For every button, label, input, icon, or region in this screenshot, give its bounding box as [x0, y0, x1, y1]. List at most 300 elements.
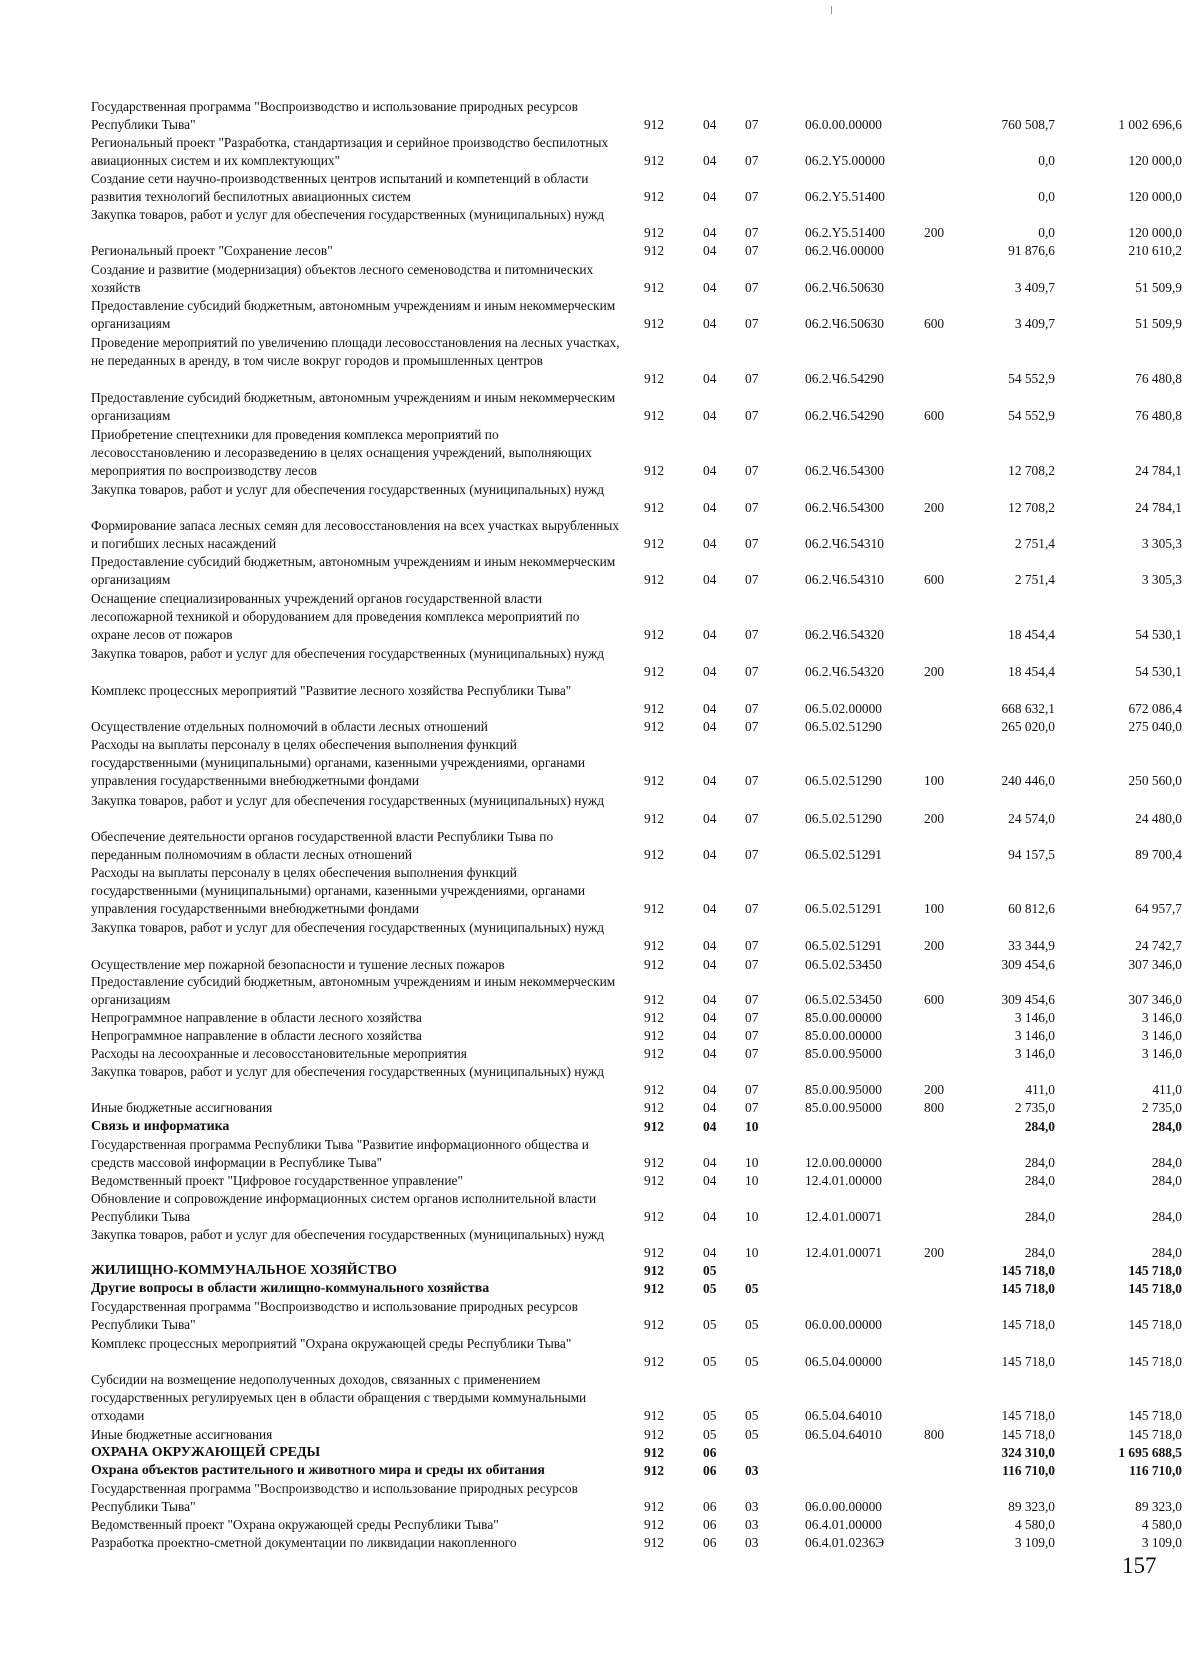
- cell-pr: 07: [745, 664, 759, 680]
- cell-name: Непрограммное направление в области лесного хозяйства: [91, 1028, 422, 1043]
- cell-admin: 912: [644, 1209, 665, 1225]
- cell-y2: 145 718,0: [1128, 1262, 1182, 1278]
- cell-admin: 912: [644, 1534, 665, 1550]
- cell-csr: 85.0.00.95000: [805, 1082, 882, 1098]
- cell-name: Приобретение спецтехники для проведения комплекса мероприятий по лесовосстановлению и лесоразведению в целях оснащения учреждений, выполняющих мероприятия по воспроизводству лесов: [91, 427, 592, 479]
- cell-admin: 912: [644, 1027, 665, 1043]
- cell-y1: 284,0: [1024, 1209, 1055, 1225]
- table-row: [0, 682, 1200, 718]
- cell-name: Расходы на выплаты персоналу в целях обеспечения выполнения функций государственными (муниципальными) органами, казенными учреждениями, органами управления государственными внебюджетными фондами: [91, 865, 586, 917]
- cell-y2: 2 735,0: [1141, 1099, 1182, 1115]
- cell-name: Предоставление субсидий бюджетным, автономным учреждениям и иным некоммерческим организациям: [91, 390, 616, 424]
- cell-y2: 89 323,0: [1135, 1499, 1182, 1515]
- cell-vr: 200: [924, 938, 945, 954]
- cell-admin: 912: [644, 938, 665, 954]
- cell-name: Закупка товаров, работ и услуг для обеспечения государственных (муниципальных) нужд: [91, 1064, 605, 1079]
- cell-pr: 07: [745, 773, 759, 789]
- cell-vr: 200: [924, 500, 945, 516]
- cell-y2: 284,0: [1151, 1209, 1182, 1225]
- table-row: [0, 170, 1200, 206]
- cell-rz: 04: [703, 1118, 717, 1134]
- cell-y2: 275 040,0: [1128, 718, 1182, 734]
- cell-y2: 76 480,8: [1135, 371, 1182, 387]
- cell-y1: 284,0: [1024, 1245, 1055, 1261]
- cell-csr: 85.0.00.00000: [805, 1027, 882, 1043]
- cell-rz: 04: [703, 664, 717, 680]
- cell-y1: 145 718,0: [1001, 1317, 1055, 1333]
- cell-csr: 06.2.Ч6.54300: [805, 500, 885, 516]
- cell-y1: 324 310,0: [1001, 1444, 1055, 1460]
- cell-y2: 3 109,0: [1141, 1534, 1182, 1550]
- cell-y2: 120 000,0: [1128, 189, 1182, 205]
- cell-pr: 07: [745, 847, 759, 863]
- cell-name: Региональный проект "Сохранение лесов": [91, 243, 333, 258]
- cell-admin: 912: [644, 627, 665, 643]
- cell-rz: 05: [703, 1408, 717, 1424]
- table-row: [0, 1280, 1200, 1298]
- cell-pr: 07: [745, 1027, 759, 1043]
- cell-pr: 05: [745, 1317, 759, 1333]
- cell-admin: 912: [644, 664, 665, 680]
- cell-csr: 06.2.Ч6.00000: [805, 242, 885, 258]
- cell-name: Предоставление субсидий бюджетным, автономным учреждениям и иным некоммерческим организациям: [91, 554, 616, 588]
- cell-y1: 94 157,5: [1008, 847, 1055, 863]
- cell-y2: 145 718,0: [1128, 1426, 1182, 1442]
- cell-admin: 912: [644, 1118, 665, 1134]
- cell-pr: 07: [745, 811, 759, 827]
- cell-csr: 06.5.02.51290: [805, 718, 882, 734]
- cell-y1: 33 344,9: [1008, 938, 1055, 954]
- cell-vr: 200: [924, 811, 945, 827]
- cell-y1: 116 710,0: [1002, 1462, 1055, 1478]
- cell-admin: 912: [644, 1172, 665, 1188]
- cell-admin: 912: [644, 1354, 665, 1370]
- cell-y2: 120 000,0: [1128, 225, 1182, 241]
- cell-vr: 100: [924, 773, 945, 789]
- cell-csr: 06.2.Ч6.54300: [805, 463, 885, 479]
- cell-y1: 4 580,0: [1014, 1516, 1055, 1532]
- cell-csr: 06.2.Ч6.54320: [805, 627, 885, 643]
- cell-rz: 04: [703, 992, 717, 1008]
- cell-csr: 06.0.00.00000: [805, 117, 882, 133]
- cell-y1: 760 508,7: [1001, 117, 1055, 133]
- cell-y2: 1 695 688,5: [1118, 1444, 1182, 1460]
- cell-pr: 10: [745, 1155, 759, 1171]
- cell-rz: 04: [703, 1045, 717, 1061]
- cell-pr: 07: [745, 189, 759, 205]
- cell-rz: 04: [703, 189, 717, 205]
- cell-pr: 07: [745, 627, 759, 643]
- cell-y1: 2 751,4: [1014, 572, 1055, 588]
- cell-admin: 912: [644, 1045, 665, 1061]
- cell-csr: 06.2.Ч6.54310: [805, 572, 885, 588]
- cell-name: Оснащение специализированных учреждений органов государственной власти лесопожарной техникой и оборудованием для проведения комплекса мероприятий по охране лесов от пожаров: [91, 591, 580, 643]
- cell-y2: 307 346,0: [1128, 992, 1182, 1008]
- cell-csr: 06.5.02.53450: [805, 956, 882, 972]
- cell-y1: 18 454,4: [1008, 627, 1055, 643]
- cell-rz: 04: [703, 117, 717, 133]
- cell-admin: 912: [644, 371, 665, 387]
- cell-y1: 0,0: [1038, 189, 1055, 205]
- cell-csr: 06.2.Y5.51400: [805, 189, 885, 205]
- table-row: [0, 973, 1200, 1009]
- cell-y1: 309 454,6: [1001, 956, 1055, 972]
- cell-csr: 06.5.02.51291: [805, 901, 882, 917]
- cell-y2: 24 742,7: [1135, 938, 1182, 954]
- cell-name: Осуществление отдельных полномочий в области лесных отношений: [91, 719, 488, 734]
- cell-name: Комплекс процессных мероприятий "Развитие лесного хозяйства Республики Тыва": [91, 683, 572, 698]
- cell-admin: 912: [644, 1099, 665, 1115]
- cell-name: Другие вопросы в области жилищно-коммунального хозяйства: [91, 1281, 490, 1296]
- cell-admin: 912: [644, 225, 665, 241]
- cell-rz: 05: [703, 1280, 717, 1296]
- table-row: [0, 1009, 1200, 1027]
- cell-pr: 07: [745, 701, 759, 717]
- scan-mark: [831, 6, 832, 14]
- table-row: [0, 956, 1200, 974]
- cell-rz: 04: [703, 280, 717, 296]
- cell-y1: 89 323,0: [1008, 1499, 1055, 1515]
- cell-csr: 06.4.01.0236Э: [805, 1534, 885, 1550]
- cell-name: Создание и развитие (модернизация) объектов лесного семеноводства и питомнических хозяйств: [91, 262, 594, 296]
- table-row: [0, 1063, 1200, 1099]
- cell-name: Государственная программа "Воспроизводство и использование природных ресурсов Республики Тыва": [91, 1299, 578, 1333]
- cell-admin: 912: [644, 1499, 665, 1515]
- cell-admin: 912: [644, 242, 665, 258]
- cell-y2: 145 718,0: [1128, 1280, 1182, 1296]
- table-row: [0, 1136, 1200, 1172]
- cell-rz: 04: [703, 718, 717, 734]
- cell-name: Закупка товаров, работ и услуг для обеспечения государственных (муниципальных) нужд: [91, 1227, 605, 1242]
- cell-y1: 3 146,0: [1014, 1027, 1055, 1043]
- cell-y2: 284,0: [1151, 1118, 1182, 1134]
- cell-y1: 145 718,0: [1001, 1262, 1055, 1278]
- cell-rz: 04: [703, 847, 717, 863]
- cell-y2: 411,0: [1152, 1082, 1182, 1098]
- cell-rz: 04: [703, 1209, 717, 1225]
- cell-csr: 06.2.Y5.51400: [805, 225, 885, 241]
- cell-rz: 04: [703, 572, 717, 588]
- table-row: [0, 481, 1200, 517]
- cell-csr: 06.2.Ч6.54290: [805, 371, 885, 387]
- cell-pr: 07: [745, 901, 759, 917]
- cell-rz: 05: [703, 1262, 717, 1278]
- cell-admin: 912: [644, 847, 665, 863]
- cell-rz: 04: [703, 536, 717, 552]
- table-row: [0, 1480, 1200, 1516]
- cell-y1: 3 146,0: [1014, 1045, 1055, 1061]
- cell-admin: 912: [644, 280, 665, 296]
- cell-pr: 03: [745, 1516, 759, 1532]
- table-row: [0, 828, 1200, 864]
- table-row: [0, 1099, 1200, 1117]
- cell-rz: 04: [703, 500, 717, 516]
- cell-admin: 912: [644, 773, 665, 789]
- cell-pr: 07: [745, 572, 759, 588]
- cell-name: Осуществление мер пожарной безопасности и тушение лесных пожаров: [91, 957, 505, 972]
- cell-admin: 912: [644, 189, 665, 205]
- cell-csr: 06.2.Ч6.54320: [805, 664, 885, 680]
- cell-pr: 03: [745, 1534, 759, 1550]
- cell-y1: 265 020,0: [1001, 718, 1055, 734]
- cell-pr: 05: [745, 1280, 759, 1296]
- cell-pr: 07: [745, 1099, 759, 1115]
- table-row: [0, 1534, 1200, 1552]
- table-row: [0, 1462, 1200, 1480]
- cell-name: Иные бюджетные ассигнования: [91, 1427, 273, 1442]
- page-number: 157: [1122, 1553, 1157, 1578]
- cell-name: Охрана объектов растительного и животного мира и среды их обитания: [91, 1463, 545, 1478]
- cell-rz: 04: [703, 1027, 717, 1043]
- cell-y1: 18 454,4: [1008, 664, 1055, 680]
- cell-y2: 54 530,1: [1135, 664, 1182, 680]
- cell-vr: 800: [924, 1426, 945, 1442]
- cell-y1: 3 109,0: [1014, 1534, 1055, 1550]
- cell-name: Закупка товаров, работ и услуг для обеспечения государственных (муниципальных) нужд: [91, 207, 605, 222]
- cell-rz: 06: [703, 1534, 717, 1550]
- cell-rz: 04: [703, 1245, 717, 1261]
- cell-pr: 07: [745, 408, 759, 424]
- cell-pr: 05: [745, 1408, 759, 1424]
- cell-y1: 3 409,7: [1014, 316, 1055, 332]
- cell-y1: 12 708,2: [1008, 500, 1055, 516]
- cell-rz: 04: [703, 225, 717, 241]
- cell-y1: 240 446,0: [1001, 773, 1055, 789]
- cell-pr: 03: [745, 1462, 759, 1478]
- cell-csr: 06.5.02.00000: [805, 701, 882, 717]
- cell-name: Обеспечение деятельности органов государственной власти Республики Тыва по переданным полномочиям в области лесных отношений: [91, 829, 554, 863]
- table-row: [0, 1426, 1200, 1444]
- cell-csr: 06.5.04.00000: [805, 1354, 882, 1370]
- cell-y1: 91 876,6: [1008, 242, 1055, 258]
- cell-pr: 10: [745, 1245, 759, 1261]
- cell-y2: 284,0: [1151, 1155, 1182, 1171]
- cell-rz: 05: [703, 1426, 717, 1442]
- table-row: [0, 334, 1200, 389]
- cell-pr: 05: [745, 1354, 759, 1370]
- cell-name: Проведение мероприятий по увеличению площади лесовосстановления на лесных участках, не переданных в аренду, в том числе вокруг городов и промышленных центров: [91, 335, 620, 369]
- cell-rz: 05: [703, 1354, 717, 1370]
- cell-y2: 250 560,0: [1128, 773, 1182, 789]
- cell-admin: 912: [644, 153, 665, 169]
- cell-admin: 912: [644, 701, 665, 717]
- cell-pr: 03: [745, 1499, 759, 1515]
- cell-name: Расходы на выплаты персоналу в целях обеспечения выполнения функций государственными (муниципальными) органами, казенными учреждениями, органами управления государственными внебюджетными фондами: [91, 737, 586, 789]
- cell-pr: 07: [745, 242, 759, 258]
- cell-rz: 04: [703, 701, 717, 717]
- cell-vr: 600: [924, 316, 945, 332]
- cell-csr: 06.0.00.00000: [805, 1499, 882, 1515]
- cell-name: Субсидии на возмещение недополученных доходов, связанных с применением государственных регулируемых цен в области обращения с твердыми коммунальными отходами: [91, 1372, 587, 1424]
- cell-admin: 912: [644, 901, 665, 917]
- table-row: [0, 792, 1200, 828]
- cell-name: Предоставление субсидий бюджетным, автономным учреждениям и иным некоммерческим организациям: [91, 974, 616, 1008]
- cell-admin: 912: [644, 117, 665, 133]
- cell-y1: 145 718,0: [1001, 1280, 1055, 1296]
- cell-rz: 04: [703, 463, 717, 479]
- cell-vr: 100: [924, 901, 945, 917]
- cell-name: Ведомственный проект "Цифровое государственное управление": [91, 1173, 463, 1188]
- cell-name: Закупка товаров, работ и услуг для обеспечения государственных (муниципальных) нужд: [91, 482, 605, 497]
- table-row: [0, 426, 1200, 481]
- table-row: [0, 1444, 1200, 1462]
- cell-rz: 04: [703, 1172, 717, 1188]
- cell-name: Региональный проект "Разработка, стандартизация и серийное производство беспилотных авиационных систем и их комплектующих": [91, 135, 609, 169]
- cell-y1: 12 708,2: [1008, 463, 1055, 479]
- cell-pr: 07: [745, 1082, 759, 1098]
- cell-admin: 912: [644, 1408, 665, 1424]
- cell-csr: 06.5.02.51290: [805, 811, 882, 827]
- cell-rz: 04: [703, 242, 717, 258]
- cell-y1: 411,0: [1025, 1082, 1055, 1098]
- cell-vr: 600: [924, 992, 945, 1008]
- cell-csr: 06.5.02.51291: [805, 847, 882, 863]
- cell-pr: 07: [745, 992, 759, 1008]
- cell-y2: 24 784,1: [1135, 463, 1182, 479]
- cell-name: Закупка товаров, работ и услуг для обеспечения государственных (муниципальных) нужд: [91, 646, 605, 661]
- cell-rz: 04: [703, 811, 717, 827]
- cell-csr: 06.2.Ч6.54310: [805, 536, 885, 552]
- cell-rz: 04: [703, 1009, 717, 1025]
- table-row: [0, 297, 1200, 333]
- cell-y1: 54 552,9: [1008, 371, 1055, 387]
- cell-csr: 06.5.04.64010: [805, 1426, 882, 1442]
- cell-name: Государственная программа "Воспроизводство и использование природных ресурсов Республики Тыва": [91, 99, 578, 133]
- cell-vr: 200: [924, 1082, 945, 1098]
- table-row: [0, 1516, 1200, 1534]
- cell-y2: 3 305,3: [1141, 572, 1182, 588]
- cell-rz: 04: [703, 1082, 717, 1098]
- cell-pr: 07: [745, 371, 759, 387]
- cell-csr: 12.4.01.00071: [805, 1209, 882, 1225]
- cell-name: Комплекс процессных мероприятий "Охрана окружающей среды Республики Тыва": [91, 1336, 572, 1351]
- cell-admin: 912: [644, 1245, 665, 1261]
- cell-name: Государственная программа "Воспроизводство и использование природных ресурсов Республики Тыва": [91, 1481, 578, 1515]
- cell-vr: 800: [924, 1099, 945, 1115]
- table-row: [0, 98, 1200, 134]
- table-row: [0, 1226, 1200, 1262]
- cell-y1: 54 552,9: [1008, 408, 1055, 424]
- cell-admin: 912: [644, 718, 665, 734]
- cell-y2: 24 784,1: [1135, 500, 1182, 516]
- table-row: [0, 389, 1200, 425]
- cell-y2: 307 346,0: [1128, 956, 1182, 972]
- cell-rz: 06: [703, 1444, 717, 1460]
- cell-csr: 06.5.02.51290: [805, 773, 882, 789]
- table-row: [0, 590, 1200, 645]
- cell-pr: 10: [745, 1118, 759, 1134]
- cell-rz: 04: [703, 956, 717, 972]
- cell-y2: 120 000,0: [1128, 153, 1182, 169]
- cell-name: Непрограммное направление в области лесного хозяйства: [91, 1010, 422, 1025]
- cell-csr: 06.0.00.00000: [805, 1317, 882, 1333]
- cell-pr: 07: [745, 956, 759, 972]
- cell-admin: 912: [644, 1317, 665, 1333]
- cell-y2: 3 305,3: [1141, 536, 1182, 552]
- cell-csr: 06.5.02.53450: [805, 992, 882, 1008]
- cell-pr: 07: [745, 225, 759, 241]
- cell-pr: 07: [745, 536, 759, 552]
- cell-y1: 3 409,7: [1014, 280, 1055, 296]
- table-row: [0, 1172, 1200, 1190]
- cell-y2: 284,0: [1151, 1245, 1182, 1261]
- table-row: [0, 206, 1200, 242]
- cell-admin: 912: [644, 1462, 665, 1478]
- cell-admin: 912: [644, 572, 665, 588]
- cell-admin: 912: [644, 500, 665, 516]
- cell-admin: 912: [644, 316, 665, 332]
- cell-csr: 85.0.00.95000: [805, 1099, 882, 1115]
- cell-csr: 12.0.00.00000: [805, 1155, 882, 1171]
- cell-pr: 07: [745, 1009, 759, 1025]
- table-row: [0, 261, 1200, 297]
- table-row: [0, 1371, 1200, 1426]
- cell-y1: 24 574,0: [1008, 811, 1055, 827]
- cell-rz: 04: [703, 316, 717, 332]
- cell-admin: 912: [644, 1444, 665, 1460]
- cell-admin: 912: [644, 811, 665, 827]
- cell-admin: 912: [644, 536, 665, 552]
- cell-name: Предоставление субсидий бюджетным, автономным учреждениям и иным некоммерческим организациям: [91, 298, 616, 332]
- cell-y2: 145 718,0: [1128, 1354, 1182, 1370]
- cell-csr: 06.2.Y5.00000: [805, 153, 885, 169]
- table-row: [0, 864, 1200, 919]
- cell-csr: 06.2.Ч6.54290: [805, 408, 885, 424]
- cell-admin: 912: [644, 1516, 665, 1532]
- cell-vr: 600: [924, 572, 945, 588]
- cell-rz: 04: [703, 938, 717, 954]
- table-row: [0, 736, 1200, 791]
- cell-vr: 200: [924, 664, 945, 680]
- cell-y1: 145 718,0: [1001, 1354, 1055, 1370]
- cell-name: Закупка товаров, работ и услуг для обеспечения государственных (муниципальных) нужд: [91, 793, 605, 808]
- cell-rz: 04: [703, 1099, 717, 1115]
- cell-y2: 3 146,0: [1141, 1045, 1182, 1061]
- cell-y2: 51 509,9: [1135, 280, 1182, 296]
- cell-rz: 04: [703, 773, 717, 789]
- cell-csr: 06.2.Ч6.50630: [805, 280, 885, 296]
- cell-y2: 64 957,7: [1135, 901, 1182, 917]
- cell-pr: 07: [745, 938, 759, 954]
- cell-pr: 07: [745, 153, 759, 169]
- cell-y1: 145 718,0: [1001, 1426, 1055, 1442]
- cell-pr: 07: [745, 463, 759, 479]
- cell-pr: 05: [745, 1426, 759, 1442]
- cell-admin: 912: [644, 992, 665, 1008]
- table-row: [0, 1027, 1200, 1045]
- cell-rz: 04: [703, 371, 717, 387]
- cell-csr: 06.2.Ч6.50630: [805, 316, 885, 332]
- cell-name: Разработка проектно-сметной документации по ликвидации накопленного: [91, 1535, 517, 1550]
- cell-y2: 3 146,0: [1141, 1009, 1182, 1025]
- cell-rz: 04: [703, 1155, 717, 1171]
- cell-pr: 07: [745, 316, 759, 332]
- table-row: [0, 1298, 1200, 1334]
- cell-y1: 3 146,0: [1014, 1009, 1055, 1025]
- cell-admin: 912: [644, 1280, 665, 1296]
- cell-pr: 07: [745, 500, 759, 516]
- cell-y2: 89 700,4: [1135, 847, 1182, 863]
- cell-pr: 10: [745, 1172, 759, 1188]
- cell-name: Закупка товаров, работ и услуг для обеспечения государственных (муниципальных) нужд: [91, 920, 605, 935]
- cell-y1: 0,0: [1038, 153, 1055, 169]
- cell-y1: 309 454,6: [1001, 992, 1055, 1008]
- cell-name: Формирование запаса лесных семян для лесовосстановления на всех участках вырубленных и погибших лесных насаждений: [91, 518, 620, 552]
- cell-y1: 2 735,0: [1014, 1099, 1055, 1115]
- cell-name: Государственная программа Республики Тыва "Развитие информационного общества и средств массовой информации в Республике Тыва": [91, 1137, 589, 1171]
- cell-y1: 284,0: [1024, 1155, 1055, 1171]
- cell-csr: 06.5.04.64010: [805, 1408, 882, 1424]
